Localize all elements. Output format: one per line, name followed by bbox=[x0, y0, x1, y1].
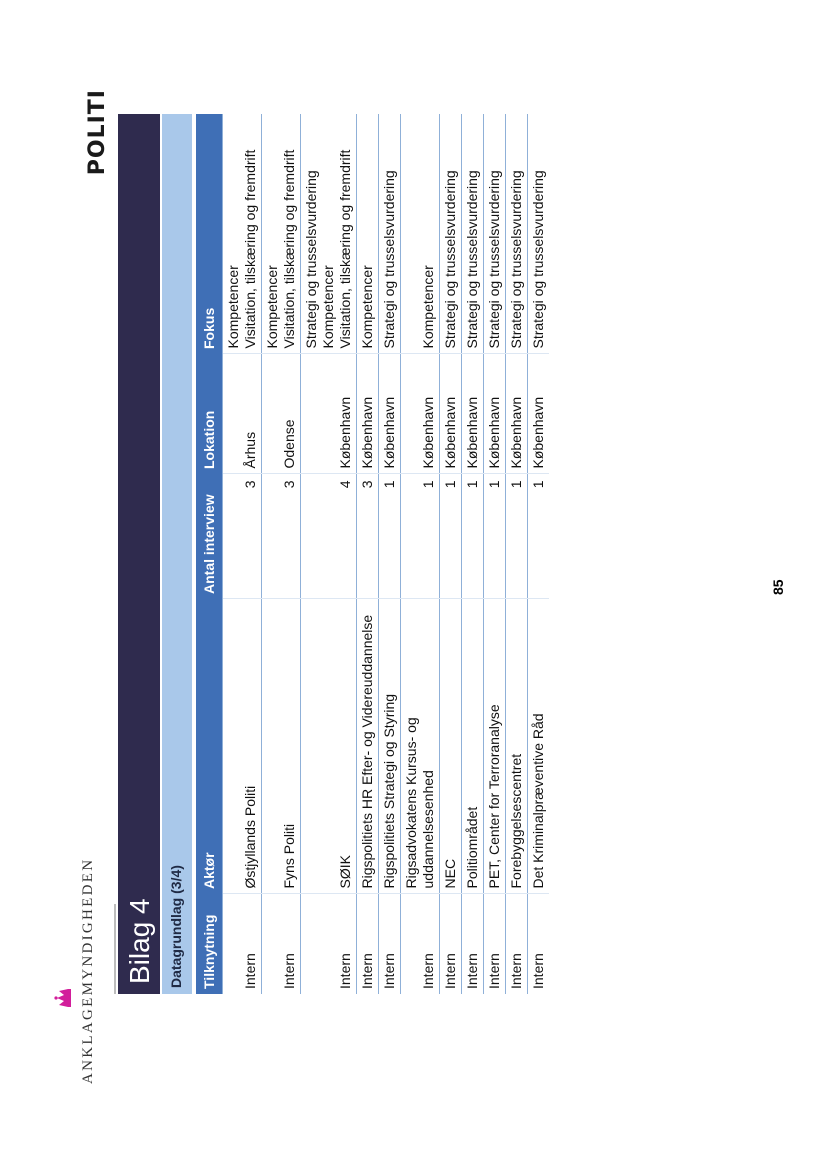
cell-fokus bbox=[506, 114, 528, 354]
page-title: Bilag 4 bbox=[124, 898, 155, 984]
fokus-line: Strategi og trusselsvurdering bbox=[508, 170, 524, 349]
cell-aktor: Rigspolitiets HR Efter- og Videreuddannelse bbox=[357, 599, 379, 894]
cell-aktor: Rigspolitiets Strategi og Styring bbox=[379, 599, 401, 894]
cell-antal: 1 bbox=[401, 474, 440, 599]
cell-antal: 1 bbox=[506, 474, 528, 599]
table-row bbox=[506, 114, 528, 994]
table-row bbox=[484, 114, 506, 994]
fokus-line: Strategi og trusselsvurdering bbox=[464, 170, 480, 349]
cell-tilknytning: Intern bbox=[401, 894, 440, 994]
cell-fokus bbox=[379, 114, 401, 354]
fokus-line: Strategi og trusselsvurdering bbox=[303, 170, 319, 349]
cell-tilknytning: Intern bbox=[379, 894, 401, 994]
cell-lokation: Odense bbox=[262, 354, 301, 474]
cell-lokation: København bbox=[379, 354, 401, 474]
table-row bbox=[379, 114, 401, 994]
cell-fokus bbox=[484, 114, 506, 354]
cell-fokus bbox=[223, 114, 262, 354]
cell-lokation: København bbox=[484, 354, 506, 474]
fokus-line: Visitation, tilskæring og fremdrift bbox=[242, 149, 258, 349]
cell-aktor: Politiområdet bbox=[462, 599, 484, 894]
header-antal: Antal interview bbox=[196, 474, 223, 599]
cell-aktor: NEC bbox=[440, 599, 462, 894]
politi-logo: POLITI bbox=[85, 89, 110, 176]
cell-lokation: København bbox=[401, 354, 440, 474]
cell-fokus bbox=[401, 114, 440, 354]
cell-antal: 1 bbox=[484, 474, 506, 599]
cell-aktor: Rigsadvokatens Kursus- og uddannelsesenhed bbox=[401, 599, 440, 894]
cell-antal: 3 bbox=[223, 474, 262, 599]
cell-antal: 3 bbox=[357, 474, 379, 599]
fokus-line: Visitation, tilskæring og fremdrift bbox=[337, 149, 353, 349]
divider bbox=[114, 904, 116, 994]
cell-antal: 3 bbox=[262, 474, 301, 599]
data-table bbox=[196, 114, 549, 994]
table-row bbox=[301, 114, 357, 994]
table-header-row bbox=[196, 114, 223, 994]
cell-tilknytning: Intern bbox=[528, 894, 550, 994]
cell-aktor: Det Kriminalpræventive Råd bbox=[528, 599, 550, 894]
header-lokation: Lokation bbox=[196, 354, 223, 474]
fokus-line: Strategi og trusselsvurdering bbox=[530, 170, 546, 349]
crown-icon bbox=[54, 987, 72, 1009]
cell-lokation: Århus bbox=[223, 354, 262, 474]
cell-tilknytning: Intern bbox=[262, 894, 301, 994]
fokus-line: Kompetencer bbox=[225, 265, 241, 349]
table-row bbox=[223, 114, 262, 994]
table-row bbox=[357, 114, 379, 994]
header-tilknytning: Tilknytning bbox=[196, 894, 223, 994]
cell-tilknytning: Intern bbox=[440, 894, 462, 994]
cell-aktor: Forebyggelsescentret bbox=[506, 599, 528, 894]
fokus-line: Visitation, tilskæring og fremdrift bbox=[281, 149, 297, 349]
table-row bbox=[440, 114, 462, 994]
fokus-line: Kompetencer bbox=[359, 265, 375, 349]
table-row bbox=[462, 114, 484, 994]
cell-antal: 4 bbox=[301, 474, 357, 599]
header-aktor: Aktør bbox=[196, 599, 223, 894]
cell-tilknytning: Intern bbox=[506, 894, 528, 994]
brand-name: ANKLAGEMYNDIGHEDEN bbox=[80, 857, 96, 1084]
table-row bbox=[401, 114, 440, 994]
fokus-line: Kompetencer bbox=[264, 265, 280, 349]
cell-lokation: København bbox=[301, 354, 357, 474]
cell-lokation: København bbox=[506, 354, 528, 474]
cell-antal: 1 bbox=[462, 474, 484, 599]
cell-tilknytning: Intern bbox=[462, 894, 484, 994]
cell-lokation: København bbox=[440, 354, 462, 474]
page-number: 85 bbox=[770, 579, 786, 595]
cell-aktor: SØIK bbox=[301, 599, 357, 894]
cell-aktor: PET, Center for Terroranalyse bbox=[484, 599, 506, 894]
cell-antal: 1 bbox=[440, 474, 462, 599]
cell-fokus bbox=[262, 114, 301, 354]
fokus-line: Strategi og trusselsvurdering bbox=[486, 170, 502, 349]
title-band bbox=[118, 114, 160, 994]
cell-fokus bbox=[301, 114, 357, 354]
page-subtitle: Datagrundlag (3/4) bbox=[168, 865, 184, 988]
cell-lokation: København bbox=[462, 354, 484, 474]
cell-fokus bbox=[462, 114, 484, 354]
cell-tilknytning: Intern bbox=[484, 894, 506, 994]
cell-lokation: København bbox=[528, 354, 550, 474]
cell-aktor: Fyns Politi bbox=[262, 599, 301, 894]
header-fokus: Fokus bbox=[196, 114, 223, 354]
cell-fokus bbox=[528, 114, 550, 354]
cell-tilknytning: Intern bbox=[223, 894, 262, 994]
table-row bbox=[262, 114, 301, 994]
cell-tilknytning: Intern bbox=[357, 894, 379, 994]
cell-fokus bbox=[440, 114, 462, 354]
fokus-line: Kompetencer bbox=[320, 265, 336, 349]
cell-aktor: Østjyllands Politi bbox=[223, 599, 262, 894]
table-body bbox=[223, 114, 550, 994]
cell-tilknytning: Intern bbox=[301, 894, 357, 994]
cell-lokation: København bbox=[357, 354, 379, 474]
fokus-line: Strategi og trusselsvurdering bbox=[442, 170, 458, 349]
cell-antal: 1 bbox=[379, 474, 401, 599]
fokus-line: Strategi og trusselsvurdering bbox=[381, 170, 397, 349]
cell-antal: 1 bbox=[528, 474, 550, 599]
table-row bbox=[528, 114, 550, 994]
fokus-line: Kompetencer bbox=[420, 265, 436, 349]
subtitle-band bbox=[162, 114, 192, 994]
cell-fokus bbox=[357, 114, 379, 354]
